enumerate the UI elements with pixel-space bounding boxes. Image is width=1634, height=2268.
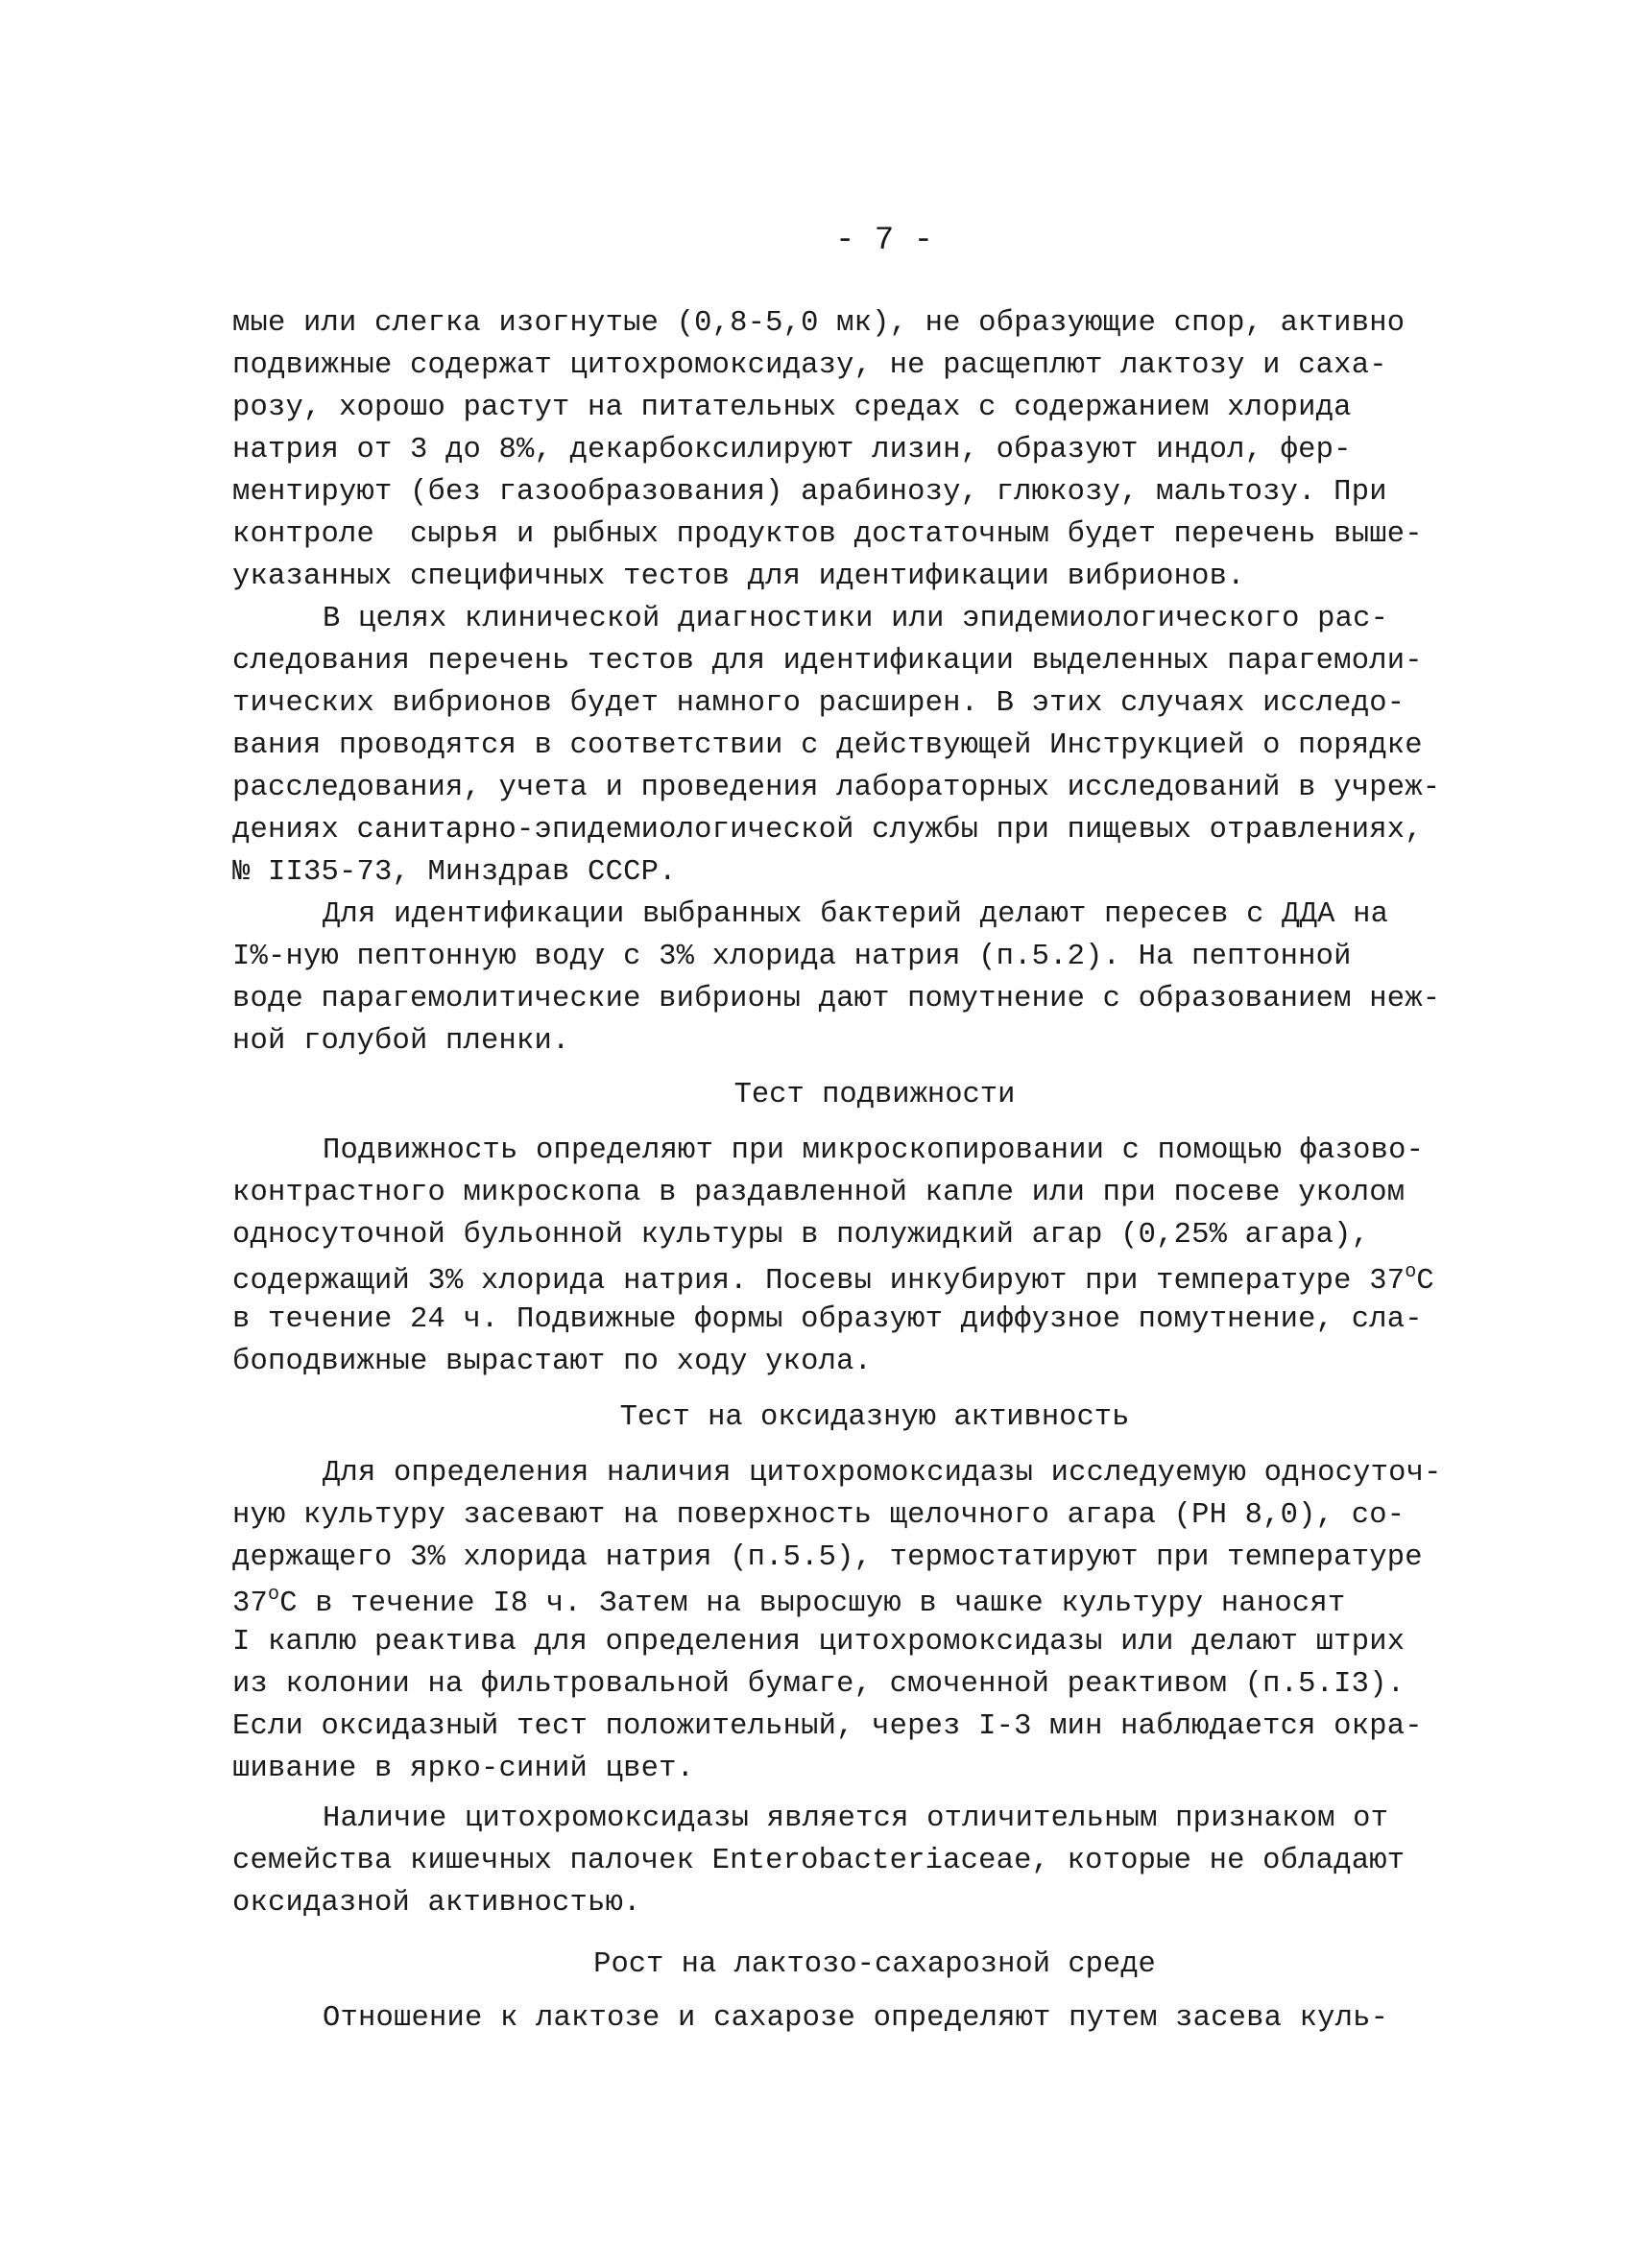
text-line-temperature xyxy=(232,1586,1345,1619)
text-line: В целях клинической диагностики или эпидемиологического рас- xyxy=(323,603,1389,635)
text-line: из колонии на фильтровальной бумаге, смоченной реактивом (п.5.I3). xyxy=(232,1668,1406,1701)
text-line: Подвижность определяют при микроскопировании с помощью фазово- xyxy=(323,1134,1425,1167)
text-line: подвижные содержат цитохромоксидазу, не расщеплют лактозу и саха- xyxy=(232,349,1387,382)
text-line: Для идентификации выбранных бактерий делают пересев с ДДА на xyxy=(323,898,1389,931)
text-line: контроле сырья и рыбных продуктов достаточным будет перечень выше- xyxy=(232,518,1423,551)
text-line: ной голубой пленки. xyxy=(232,1025,570,1058)
text-line: тических вибрионов будет намного расширен. В этих случаях исследо- xyxy=(232,687,1406,720)
text-line: воде парагемолитические вибрионы дают помутнение с образованием неж- xyxy=(232,983,1441,1015)
text-line: I каплю реактива для определения цитохромоксидазы или делают штрих xyxy=(232,1626,1406,1659)
text-line: боподвижные вырастают по ходу укола. xyxy=(232,1346,873,1378)
text-line: Отношение к лактозе и сахарозе определяют путем засева куль- xyxy=(323,2002,1389,2035)
temperature-unit: С xyxy=(279,1588,298,1620)
text-line: Для определения наличия цитохромоксидазы исследуемую односуточ- xyxy=(323,1457,1442,1490)
text-line: натрия от 3 до 8%, декарбоксилируют лизин, образуют индол, фер- xyxy=(232,434,1352,466)
text-line: розу, хорошо растут на питательных средах с содержанием хлорида xyxy=(232,392,1352,424)
text-line: вания проводятся в соответствии с действующей Инструкцией о порядке xyxy=(232,729,1423,762)
temperature-unit: С xyxy=(1416,1265,1434,1298)
text-line: Если оксидазный тест положительный, через I-3 мин наблюдается окра- xyxy=(232,1710,1423,1743)
text-line-temperature xyxy=(232,1263,1434,1297)
text-line: I%-ную пептонную воду с 3% хлорида натрия (п.5.2). На пептонной xyxy=(232,941,1352,973)
temperature-value: 37 xyxy=(232,1588,269,1620)
text-line: в течение 24 ч. Подвижные формы образуют диффузное помутнение, сла- xyxy=(232,1303,1423,1336)
text-segment: в течение I8 ч. Затем на выросшую в чашке культуру наносят xyxy=(297,1588,1346,1620)
degree-superscript: о xyxy=(268,1584,280,1606)
text-line: односуточной бульонной культуры в полужидкий агар (0,25% агара), xyxy=(232,1219,1370,1252)
text-segment: содержащий 3% хлорида натрия. Посевы инкубируют при температуре 37 xyxy=(232,1265,1406,1298)
text-line: мые или слегка изогнутые (0,8-5,0 мк), не образующие спор, активно xyxy=(232,307,1406,340)
text-line: ментируют (без газообразования) арабинозу, глюкозу, мальтозу. При xyxy=(232,476,1387,509)
text-line: № II35-73, Минздрав СССР. xyxy=(232,856,677,889)
text-line: следования перечень тестов для идентификации выделенных парагемоли- xyxy=(232,645,1423,678)
degree-superscript: о xyxy=(1405,1261,1417,1283)
section-heading-lactose: Рост на лактозо-сахарозной среде xyxy=(593,1948,1156,1981)
text-line: указанных специфичных тестов для идентификации вибрионов. xyxy=(232,561,1245,593)
text-line: оксидазной активностью. xyxy=(232,1887,641,1920)
section-heading-motility: Тест подвижности xyxy=(733,1079,1016,1111)
text-line: держащего 3% хлорида натрия (п.5.5), термостатируют при температуре xyxy=(232,1541,1423,1574)
text-line: контрастного микроскопа в раздавленной капле или при посеве уколом xyxy=(232,1177,1406,1209)
text-line: Наличие цитохромоксидазы является отличительным признаком от xyxy=(323,1802,1389,1835)
page-number: - 7 - xyxy=(834,223,934,259)
text-line: шивание в ярко-синий цвет. xyxy=(232,1753,695,1785)
text-line: расследования, учета и проведения лабораторных исследований в учреж- xyxy=(232,772,1441,804)
text-line: семейства кишечных палочек Enterobacteriaceae, которые не обладают xyxy=(232,1845,1406,1877)
text-line: дениях санитарно-эпидемиологической службы при пищевых отравлениях, xyxy=(232,814,1423,847)
text-line: ную культуру засевают на поверхность щелочного агара (РН 8,0), со- xyxy=(232,1499,1406,1532)
section-heading-oxidase: Тест на оксидазную активность xyxy=(619,1401,1130,1434)
